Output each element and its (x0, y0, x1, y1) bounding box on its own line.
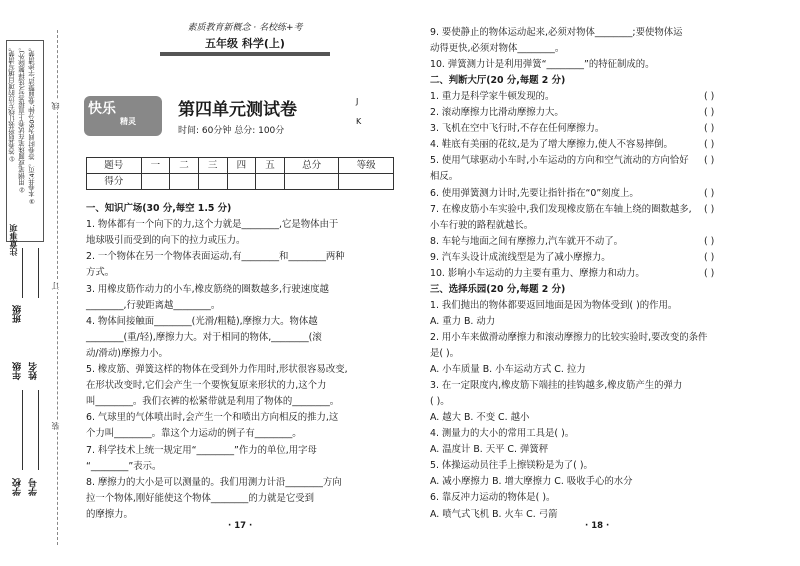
question-line: 5. 橡皮筋、弹簧这样的物体在受到外力作用时,形状很容易改变, (86, 364, 348, 375)
question-line: 个力叫________。靠这个力运动的例子有________。 (86, 428, 302, 440)
score-header-cell: 二 (170, 158, 199, 174)
question-line: A. 重力 B. 动力 (430, 315, 496, 327)
question-line: 6. 使用弹簧测力计时,先要让指针指在“0”刻度上。 (430, 187, 639, 199)
question-line: 4. 鞋底有美丽的花纹,是为了增大摩擦力,使人不容易摔倒。 (430, 139, 673, 151)
question-line: A. 喷气式飞机 B. 火车 C. 弓箭 (430, 508, 558, 520)
binding-word-ding: 订 (51, 282, 60, 290)
question-line: 9. 要使静止的物体运动起来,必须对物体________;要使物体运 (430, 27, 683, 38)
question-line: 8. 摩擦力的大小是可以测量的。我们用测力计沿________方向 (86, 476, 342, 488)
score-cell[interactable] (284, 174, 339, 190)
section-heading: 一、知识广场(30 分,每空 1.5 分) (86, 203, 232, 214)
question-line: 2. 用小车来做滑动摩擦力和滚动摩擦力的比较实验时,要改变的条件 (430, 331, 708, 343)
logo-sub-text: 精灵 (120, 117, 136, 126)
score-header-cell: 四 (227, 158, 256, 174)
answer-paren[interactable]: ( ) (704, 235, 715, 247)
question-line: 叫________。我们衣裤的松紧带就是利用了物体的________。 (86, 396, 340, 408)
question-line: ( )。 (430, 396, 450, 408)
answer-paren[interactable]: ( ) (704, 139, 715, 151)
question-line: 6. 靠反冲力运动的物体是( )。 (430, 492, 556, 504)
score-cell[interactable] (227, 174, 256, 190)
question-line: 9. 汽车头设计成流线型是为了减小摩擦力。 (430, 251, 611, 263)
score-header-cell: 等级 (339, 158, 394, 174)
binding-word-xian: 线 (51, 102, 60, 110)
grade-fill-line[interactable] (22, 248, 23, 298)
question-line: 动/滑动)摩擦力小。 (86, 347, 168, 359)
question-line: 是( )。 (430, 348, 460, 359)
name-fill-line[interactable] (22, 390, 23, 470)
class-fill-line[interactable] (38, 248, 39, 298)
field-class-label: 班级 (13, 305, 23, 323)
grade-subject: 五年级 科学(上) (205, 37, 285, 50)
question-line: 4. 物体间接触面________(光滑/粗糙),摩擦力大。物体越 (86, 315, 318, 327)
question-line: ________,行驶距离越________。 (86, 299, 221, 311)
answer-paren[interactable]: ( ) (704, 251, 715, 263)
brand-logo (84, 96, 162, 136)
question-line: 5. 使用气球驱动小车时,小车运动的方向和空气流动的方向恰好 (430, 155, 689, 167)
exam-title: 第四单元测试卷 (178, 100, 297, 120)
score-cell[interactable] (141, 174, 170, 190)
page-number-right: · 18 · (585, 521, 610, 531)
question-line: A. 减小摩擦力 B. 增大摩擦力 C. 吸收手心的水分 (430, 476, 633, 488)
section-heading: 三、选择乐园(20 分,每题 2 分) (430, 283, 566, 295)
question-line: 10. 弹簧测力计是利用弹簧“________”的特征制成的。 (430, 59, 655, 71)
question-line: 7. 在橡皮筋小车实验中,我们发现橡皮筋在车轴上绕的圈数越多, (430, 203, 692, 215)
page-number-left: · 17 · (228, 521, 253, 531)
question-line: 3. 飞机在空中飞行时,不存在任何摩擦力。 (430, 123, 605, 135)
answer-paren[interactable]: ( ) (704, 91, 715, 103)
answer-paren[interactable]: ( ) (704, 155, 715, 167)
score-row-label: 得分 (87, 174, 142, 190)
score-table-header-row (87, 158, 394, 174)
question-line: 方式。 (86, 267, 115, 279)
question-line: 7. 科学技术上统一规定用“________”作力的单位,用字母 (86, 444, 317, 456)
score-header-cell: 一 (141, 158, 170, 174)
score-header-cell: 题号 (87, 158, 142, 174)
score-cell[interactable] (256, 174, 285, 190)
question-line: 1. 重力是科学家牛顿发现的。 (430, 91, 555, 103)
question-line: 相反。 (430, 171, 459, 183)
field-grade-label: 年级 (13, 362, 23, 380)
question-line: 拉一个物体,刚好能使这个物体________的力就是它受到 (86, 492, 314, 504)
question-line: A. 越大 B. 不变 C. 越小 (430, 412, 530, 424)
field-id-label: 学号 (29, 478, 39, 496)
mark-j: J (356, 97, 359, 106)
question-line: 2. 一个物体在另一个物体表面运动,有________和________两种 (86, 251, 345, 263)
score-cell[interactable] (170, 174, 199, 190)
question-line: 动得更快,必须对物体________。 (430, 43, 565, 55)
question-line: 的摩擦力。 (86, 508, 133, 520)
notice-line-2: ②用钢笔或圆珠笔在试卷上直接答写(选择题除外)。 (18, 44, 26, 194)
answer-paren[interactable]: ( ) (704, 187, 715, 199)
series-slogan: 素质教育新概念 · 名校练+考 (187, 23, 303, 33)
question-line: 3. 在一定限度内,橡皮筋下端挂的挂钩越多,橡皮筋产生的弹力 (430, 380, 683, 392)
section-heading: 二、判断大厅(20 分,每题 2 分) (430, 75, 566, 87)
mark-k: K (356, 117, 362, 126)
question-line: 在形状改变时,它们会产生一个要恢复原来形状的力,这个力 (86, 380, 327, 392)
question-line: 5. 体操运动员往手上擦镁粉是为了( )。 (430, 460, 593, 472)
question-line: 10. 影响小车运动的力主要有重力、摩擦力和动力。 (430, 267, 645, 279)
question-line: 地球吸引而受到的向下的拉力或压力。 (86, 235, 246, 247)
answer-paren[interactable]: ( ) (704, 123, 715, 135)
field-name-label: 姓名 (29, 362, 39, 380)
question-line: 小车行驶的路程就越长。 (430, 219, 534, 231)
score-cell[interactable] (198, 174, 227, 190)
question-line: 3. 用橡皮筋作动力的小车,橡皮筋绕的圈数越多,行驶速度越 (86, 283, 329, 295)
binding-word-zhuang: 装 (51, 422, 60, 430)
score-header-cell: 总分 (284, 158, 339, 174)
score-table-score-row (87, 174, 394, 190)
question-line: 8. 车轮与地面之间有摩擦力,汽车就开不动了。 (430, 235, 624, 247)
answer-paren[interactable]: ( ) (704, 267, 715, 279)
field-school-label: 学校 (13, 478, 23, 496)
question-line: 6. 气球里的气体喷出时,会产生一个和喷出方向相反的推力,这 (86, 412, 339, 424)
score-header-cell: 三 (198, 158, 227, 174)
notice-line-3: ③本卷共4页。答卷时间为60分钟,卷面整洁,字迹清楚。 (28, 44, 36, 206)
score-cell[interactable] (339, 174, 394, 190)
score-header-cell: 五 (256, 158, 285, 174)
question-line: ________(重/轻),摩擦力大。对于相同的物体,________(滚 (86, 331, 322, 343)
answer-paren[interactable]: ( ) (704, 107, 715, 119)
question-line: 2. 滚动摩擦力比滑动摩擦力大。 (430, 107, 564, 119)
score-table (86, 157, 394, 190)
grade-band (160, 52, 330, 56)
question-line: 1. 我们抛出的物体都要返回地面是因为物体受到( )的作用。 (430, 299, 678, 311)
question-line: “________”表示。 (86, 460, 162, 472)
question-line: 4. 测量力的大小的常用工具是( )。 (430, 428, 575, 440)
question-line: 1. 物体都有一个向下的力,这个力就是________,它是物体由于 (86, 219, 339, 231)
question-line: A. 小车质量 B. 小车运动方式 C. 拉力 (430, 364, 586, 376)
answer-paren[interactable]: ( ) (704, 203, 715, 215)
notice-title: 注意事项 (9, 224, 18, 256)
logo-main-text: 快乐 (88, 101, 116, 117)
question-line: A. 温度计 B. 天平 C. 弹簧秤 (430, 444, 549, 456)
notice-line-1: ①答卷前将装订线左边的项目填写清楚。 (8, 44, 16, 163)
school-fill-line[interactable] (38, 390, 39, 470)
exam-time-score: 时间: 60分钟 总分: 100分 (178, 126, 285, 136)
